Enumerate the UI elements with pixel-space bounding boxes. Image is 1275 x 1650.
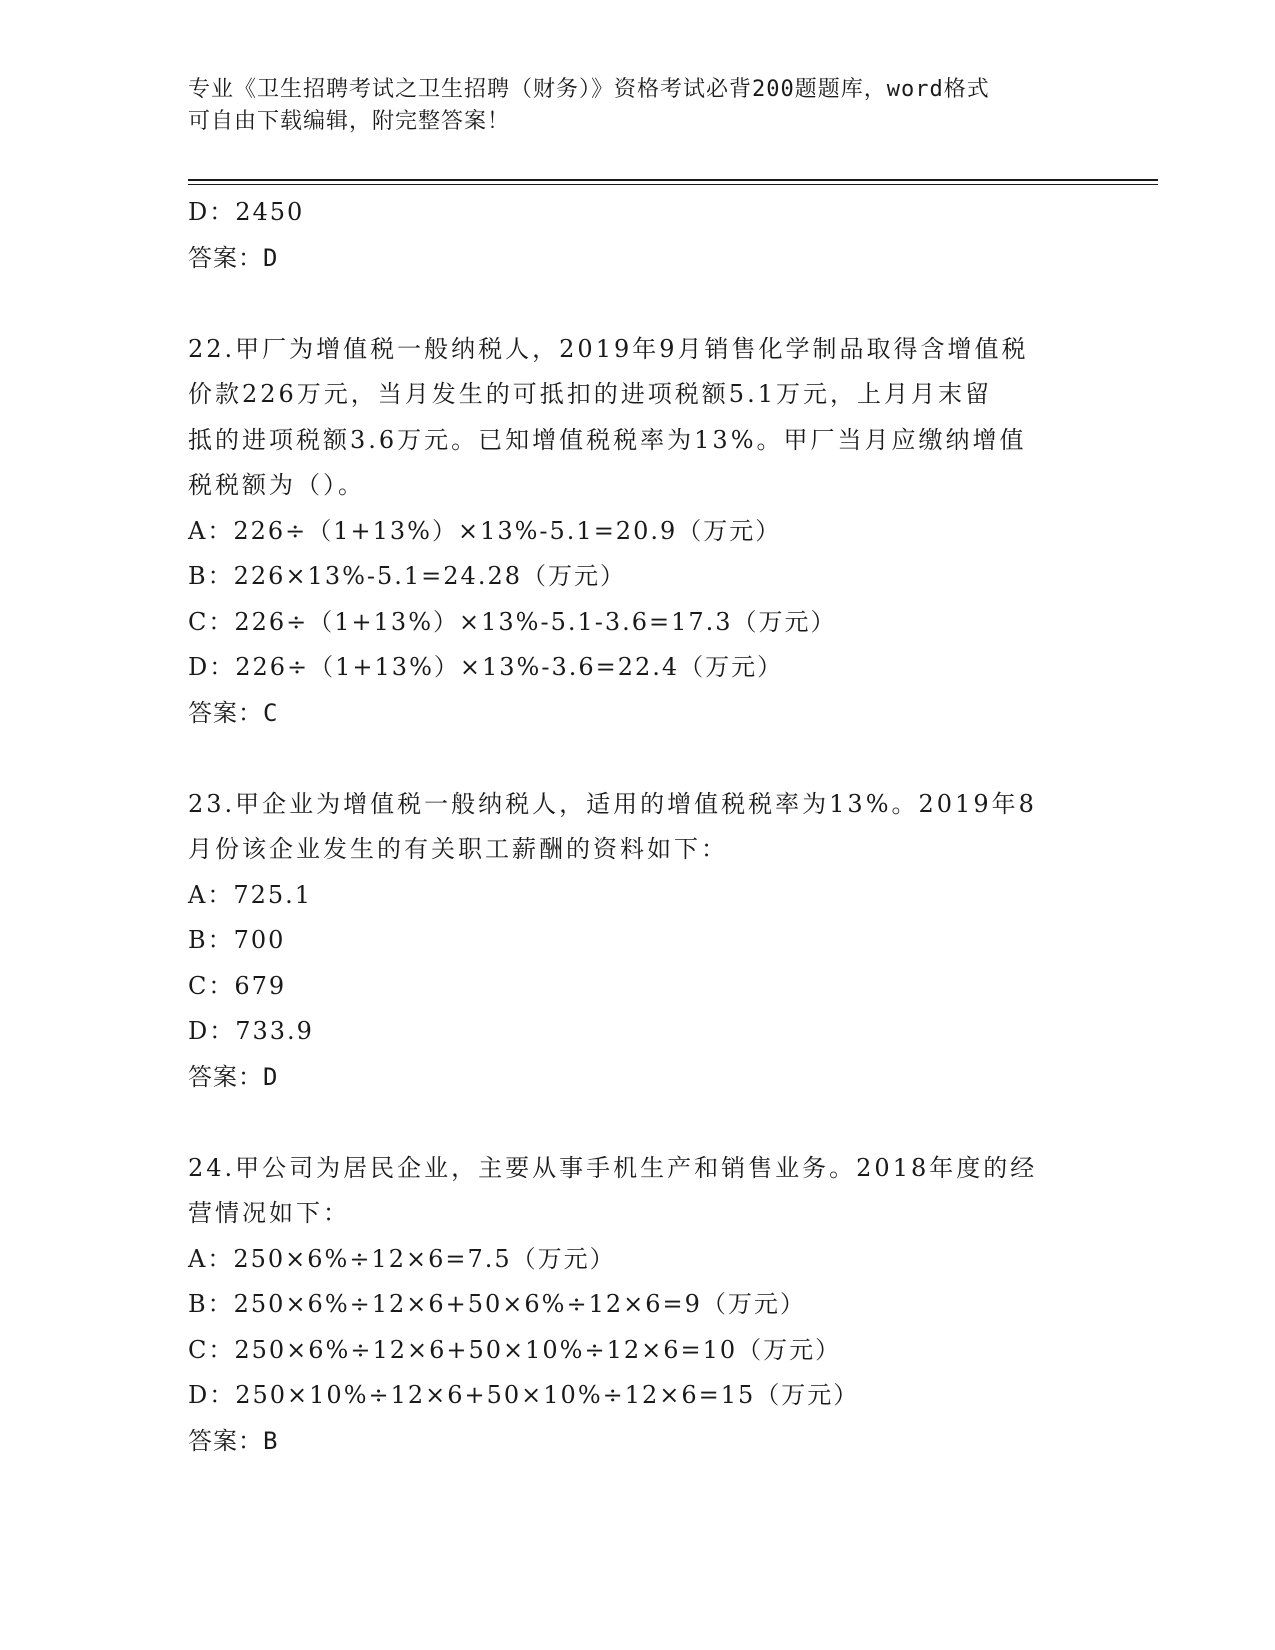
- option-c: C：226÷（1+13%）×13%-5.1-3.6=17.3（万元）: [188, 607, 837, 636]
- spacer: [188, 736, 1088, 782]
- question-stem-line: 营情况如下：: [188, 1199, 350, 1227]
- question-stem-line: 价款226万元，当月发生的可抵扣的进项税额5.1万元，上月月末留: [188, 380, 992, 408]
- header-line-2: 可自由下载编辑，附完整答案！: [188, 109, 511, 134]
- answer-line: 答案：C: [188, 698, 279, 727]
- header-line-1: 专业《卫生招聘考试之卫生招聘（财务）》资格考试必背200题题库，word格式: [188, 77, 990, 102]
- answer-line: 答案：D: [188, 243, 279, 272]
- option-d: D：250×10%÷12×6+50×10%÷12×6=15（万元）: [188, 1381, 860, 1409]
- option-b: B：700: [188, 926, 286, 954]
- answer-line: 答案：B: [188, 1426, 279, 1455]
- option-a: A：725.1: [188, 880, 313, 909]
- question-stem-line: 月份该企业发生的有关职工薪酬的资料如下：: [188, 835, 728, 863]
- question-22: [188, 327, 1088, 737]
- option-a: A：226÷（1+13%）×13%-5.1=20.9（万元）: [188, 516, 782, 545]
- question-24: [188, 1146, 1088, 1465]
- document-body: [188, 190, 1088, 1464]
- question-stem-line: 税税额为（）。: [188, 471, 365, 499]
- option-c: C：250×6%÷12×6+50×10%÷12×6=10（万元）: [188, 1335, 842, 1364]
- option-c: C：679: [188, 971, 287, 1000]
- option-d: D：733.9: [188, 1017, 314, 1045]
- option-b: B：250×6%÷12×6+50×6%÷12×6=9（万元）: [188, 1290, 806, 1318]
- spacer: [188, 1100, 1088, 1146]
- question-stem-line: 23.甲企业为增值税一般纳税人，适用的增值税税率为13%。2019年8: [188, 789, 1037, 818]
- previous-question-tail: [188, 190, 1088, 281]
- question-stem-line: 22.甲厂为增值税一般纳税人，2019年9月销售化学制品取得含增值税: [188, 334, 1029, 363]
- answer-line: 答案：D: [188, 1062, 279, 1091]
- question-stem-line: 抵的进项税额3.6万元。已知增值税税率为13%。甲厂当月应缴纳增值: [188, 425, 1027, 454]
- header-divider-thick: [188, 179, 1158, 181]
- option-b: B：226×13%-5.1=24.28（万元）: [188, 562, 626, 590]
- option-d: D：2450: [188, 198, 305, 226]
- option-a: A：250×6%÷12×6=7.5（万元）: [188, 1244, 616, 1273]
- question-stem-line: 24.甲公司为居民企业，主要从事手机生产和销售业务。2018年度的经: [188, 1153, 1038, 1182]
- header-divider-thin: [188, 184, 1158, 185]
- document-header: [188, 74, 1088, 138]
- spacer: [188, 281, 1088, 327]
- option-d: D：226÷（1+13%）×13%-3.6=22.4（万元）: [188, 653, 784, 681]
- question-23: [188, 782, 1088, 1101]
